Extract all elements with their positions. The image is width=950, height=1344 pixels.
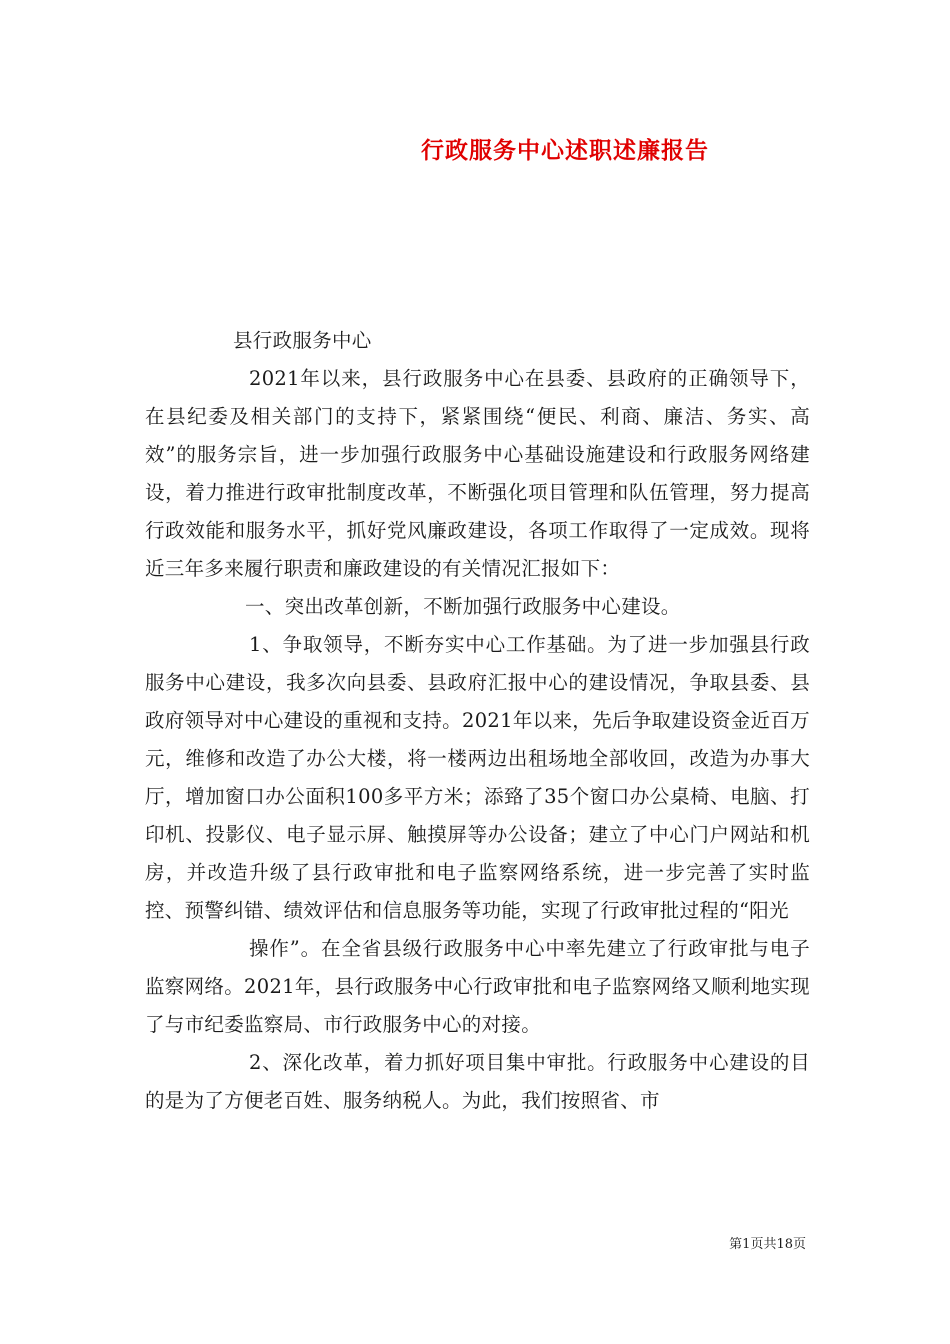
section-heading-1: 一、突出改革创新，不断加强行政服务中心建设。 [245,595,681,618]
document-title: 行政服务中心述职述廉报告 [421,137,709,164]
intro-paragraph: 2021年以来，县行政服务中心在县委、县政府的正确领导下，在县纪委及相关部门的支持下，紧紧围绕“便民、利商、廉洁、务实、高效”的服务宗旨，进一步加强行政服务中心基础设施建设和行政服务网络建设，着力推进行政审批制度改革，不断强化项目管理和队伍管理，努力提高行政效能和服务水平，抓好党风廉政建设，各项工作取得了一定成效。现将近三年多来履行职责和廉政建设的有关情况汇报如下： [145,367,810,580]
document-body [145,322,810,1120]
addressee-line: 县行政服务中心 [233,329,372,352]
paragraph-item-2: 2、深化改革，着力抓好项目集中审批。行政服务中心建设的目的是为了方便老百姓、服务纳税人。为此，我们按照省、市 [145,1051,810,1112]
paragraph-item-1: 1、争取领导，不断夯实中心工作基础。为了进一步加强县行政服务中心建设，我多次向县委、县政府汇报中心的建设情况，争取县委、县政府领导对中心建设的重视和支持。2021年以来，先后争取建设资金近百万元，维修和改造了办公大楼，将一楼两边出租场地全部收回，改造为办事大厅，增加窗口办公面积100多平方米；添臵了35个窗口办公桌椅、电脑、打印机、投影仪、电子显示屏、触摸屏等办公设备；建立了中心门户网站和机房，并改造升级了县行政审批和电子监察网络系统，进一步完善了实时监控、预警纠错、绩效评估和信息服务等功能，实现了行政审批过程的“阳光 [145,633,810,922]
page-number-footer: 第1页共18页 [729,1237,806,1252]
paragraph-item-1-continued: 操作”。在全省县级行政服务中心中率先建立了行政审批与电子监察网络。2021年，县行政服务中心行政审批和电子监察网络又顺利地实现了与市纪委监察局、市行政服务中心的对接。 [145,937,810,1036]
